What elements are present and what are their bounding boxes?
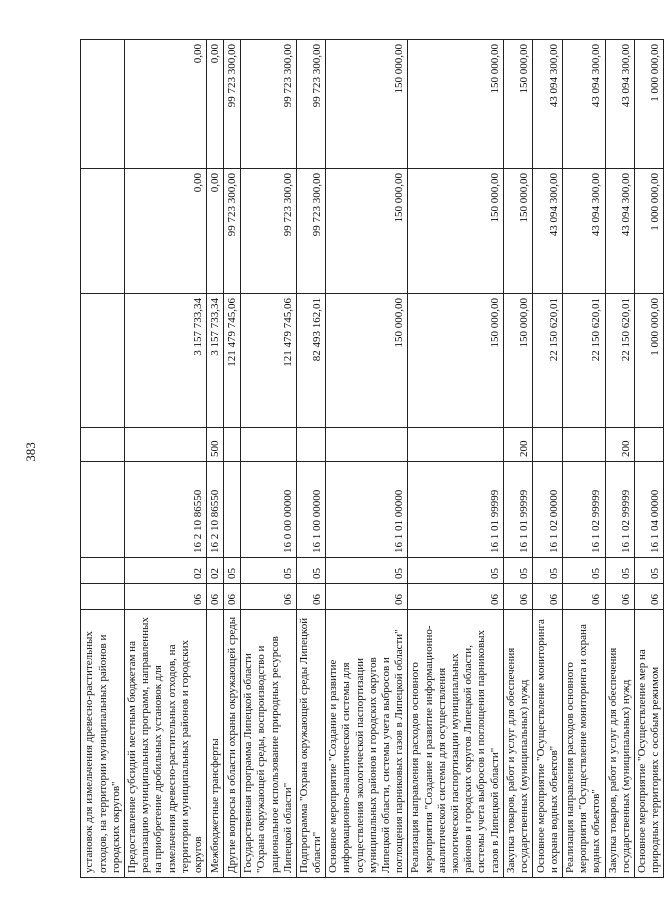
amount-year-1: 150 000,00 bbox=[503, 294, 532, 428]
table-body bbox=[81, 40, 664, 878]
table-row bbox=[563, 40, 606, 878]
subsection-code: 05 bbox=[326, 558, 408, 584]
section-code: 06 bbox=[605, 584, 634, 610]
row-name: Закупка товаров, работ и услуг для обеспечения государственных (муниципальных) нужд bbox=[605, 610, 634, 878]
amount-year-3: 1 000 000,00 bbox=[635, 40, 664, 169]
section-code: 06 bbox=[125, 584, 207, 610]
target-article-code: 16 0 00 00000 bbox=[241, 462, 297, 558]
amount-year-2: 99 723 300,00 bbox=[241, 169, 297, 294]
section-code: 06 bbox=[326, 584, 408, 610]
expense-type-code bbox=[125, 428, 207, 462]
expense-type-code: 200 bbox=[605, 428, 634, 462]
target-article-code: 16 2 10 86550 bbox=[125, 462, 207, 558]
amount-year-2: 0,00 bbox=[207, 169, 224, 294]
section-code: 06 bbox=[533, 584, 563, 610]
amount-year-2: 0,00 bbox=[125, 169, 207, 294]
expense-type-code bbox=[224, 428, 241, 462]
amount-year-2: 43 094 300,00 bbox=[605, 169, 634, 294]
section-code: 06 bbox=[408, 584, 503, 610]
table-row bbox=[207, 40, 224, 878]
target-article-code: 16 2 10 86550 bbox=[207, 462, 224, 558]
amount-year-3: 99 723 300,00 bbox=[296, 40, 325, 169]
rotated-page bbox=[80, 40, 662, 878]
amount-year-1 bbox=[81, 294, 125, 428]
amount-year-2: 43 094 300,00 bbox=[563, 169, 606, 294]
target-article-code bbox=[224, 462, 241, 558]
subsection-code: 05 bbox=[224, 558, 241, 584]
table-row bbox=[635, 40, 664, 878]
amount-year-2: 99 723 300,00 bbox=[296, 169, 325, 294]
expense-type-code bbox=[241, 428, 297, 462]
expense-type-code bbox=[81, 428, 125, 462]
section-code: 06 bbox=[224, 584, 241, 610]
section-code: 06 bbox=[563, 584, 606, 610]
subsection-code: 02 bbox=[125, 558, 207, 584]
amount-year-1: 22 150 620,01 bbox=[563, 294, 606, 428]
amount-year-3: 150 000,00 bbox=[326, 40, 408, 169]
row-name: Другие вопросы в области охраны окружающей среды bbox=[224, 610, 241, 878]
subsection-code bbox=[81, 558, 125, 584]
amount-year-3: 99 723 300,00 bbox=[241, 40, 297, 169]
amount-year-3: 99 723 300,00 bbox=[224, 40, 241, 169]
row-name: Межбюджетные трансферты bbox=[207, 610, 224, 878]
subsection-code: 05 bbox=[503, 558, 532, 584]
amount-year-1: 3 157 733,34 bbox=[207, 294, 224, 428]
section-code: 06 bbox=[503, 584, 532, 610]
row-name: Подпрограмма "Охрана окружающей среды Липецкой области" bbox=[296, 610, 325, 878]
subsection-code: 05 bbox=[241, 558, 297, 584]
row-name: Реализация направления расходов основного мероприятия "Создание и развитие информационно-аналитической системы для осуществления экологической паспортизации муниципальных районов и городских округов Липецкой области, системы учета выбросов и поглощения парниковых газов в Липецкой области" bbox=[408, 610, 503, 878]
target-article-code: 16 1 00 00000 bbox=[296, 462, 325, 558]
table-row bbox=[125, 40, 207, 878]
expense-type-code bbox=[635, 428, 664, 462]
amount-year-1: 22 150 620,01 bbox=[605, 294, 634, 428]
row-name: установок для измельчения древесно-растительных отходов, на территории муниципальных районов и городских округов" bbox=[81, 610, 125, 878]
amount-year-1: 121 479 745,06 bbox=[241, 294, 297, 428]
subsection-code: 05 bbox=[533, 558, 563, 584]
amount-year-3: 150 000,00 bbox=[503, 40, 532, 169]
row-name: Основное мероприятие "Осуществление мер на природных территориях с особым режимом bbox=[635, 610, 664, 878]
subsection-code: 05 bbox=[408, 558, 503, 584]
amount-year-1: 150 000,00 bbox=[408, 294, 503, 428]
amount-year-3: 150 000,00 bbox=[408, 40, 503, 169]
amount-year-1: 82 493 162,01 bbox=[296, 294, 325, 428]
subsection-code: 02 bbox=[207, 558, 224, 584]
amount-year-2: 43 094 300,00 bbox=[533, 169, 563, 294]
subsection-code: 05 bbox=[563, 558, 606, 584]
amount-year-2: 150 000,00 bbox=[503, 169, 532, 294]
subsection-code: 05 bbox=[296, 558, 325, 584]
expense-type-code bbox=[326, 428, 408, 462]
row-name: Предоставление субсидий местным бюджетам на реализацию муниципальных программ, направленных на приобретение дробильных установок для измельчения древесно-растительных отходов, на территории муниципальных районов и городских округов bbox=[125, 610, 207, 878]
section-code: 06 bbox=[241, 584, 297, 610]
row-name: Закупка товаров, работ и услуг для обеспечения государственных (муниципальных) нужд bbox=[503, 610, 532, 878]
amount-year-3: 43 094 300,00 bbox=[605, 40, 634, 169]
expense-type-code bbox=[563, 428, 606, 462]
row-name: Основное мероприятие "Осуществление мониторинга и охрана водных объектов" bbox=[533, 610, 563, 878]
budget-table bbox=[80, 39, 664, 878]
amount-year-2: 150 000,00 bbox=[326, 169, 408, 294]
amount-year-2 bbox=[81, 169, 125, 294]
amount-year-2: 99 723 300,00 bbox=[224, 169, 241, 294]
table-row bbox=[533, 40, 563, 878]
amount-year-1: 1 000 000,00 bbox=[635, 294, 664, 428]
expense-type-code bbox=[296, 428, 325, 462]
table-row bbox=[503, 40, 532, 878]
target-article-code: 16 1 01 00000 bbox=[326, 462, 408, 558]
target-article-code: 16 1 01 99999 bbox=[503, 462, 532, 558]
table-row bbox=[241, 40, 297, 878]
amount-year-1: 22 150 620,01 bbox=[533, 294, 563, 428]
amount-year-2: 150 000,00 bbox=[408, 169, 503, 294]
table-row bbox=[605, 40, 634, 878]
target-article-code bbox=[81, 462, 125, 558]
amount-year-1: 3 157 733,34 bbox=[125, 294, 207, 428]
expense-type-code bbox=[533, 428, 563, 462]
section-code: 06 bbox=[635, 584, 664, 610]
section-code: 06 bbox=[207, 584, 224, 610]
table-row bbox=[81, 40, 125, 878]
target-article-code: 16 1 04 00000 bbox=[635, 462, 664, 558]
amount-year-1: 121 479 745,06 bbox=[224, 294, 241, 428]
target-article-code: 16 1 02 00000 bbox=[533, 462, 563, 558]
amount-year-1: 150 000,00 bbox=[326, 294, 408, 428]
amount-year-3 bbox=[81, 40, 125, 169]
amount-year-3: 43 094 300,00 bbox=[563, 40, 606, 169]
amount-year-3: 43 094 300,00 bbox=[533, 40, 563, 169]
page-number: 383 bbox=[23, 442, 38, 462]
target-article-code: 16 1 01 99999 bbox=[408, 462, 503, 558]
row-name: Основное мероприятие "Создание и развитие информационно-аналитической системы для осуществления экологической паспортизации муниципальных районов и городских округов Липецкой области, системы учета выбросов и поглощения парниковых газов в Липецкой области" bbox=[326, 610, 408, 878]
expense-type-code bbox=[408, 428, 503, 462]
amount-year-3: 0,00 bbox=[207, 40, 224, 169]
table-row bbox=[326, 40, 408, 878]
amount-year-3: 0,00 bbox=[125, 40, 207, 169]
subsection-code: 05 bbox=[605, 558, 634, 584]
table-row bbox=[296, 40, 325, 878]
subsection-code: 05 bbox=[635, 558, 664, 584]
expense-type-code: 500 bbox=[207, 428, 224, 462]
section-code bbox=[81, 584, 125, 610]
amount-year-2: 1 000 000,00 bbox=[635, 169, 664, 294]
row-name: Государственная программа Липецкой области "Охрана окружающей среды, воспроизводство и рациональное использование природных ресурсов Липецкой области" bbox=[241, 610, 297, 878]
table-row bbox=[224, 40, 241, 878]
target-article-code: 16 1 02 99999 bbox=[605, 462, 634, 558]
table-row bbox=[408, 40, 503, 878]
section-code: 06 bbox=[296, 584, 325, 610]
expense-type-code: 200 bbox=[503, 428, 532, 462]
target-article-code: 16 1 02 99999 bbox=[563, 462, 606, 558]
row-name: Реализация направления расходов основного мероприятия "Осуществление мониторинга и охрана водных объектов" bbox=[563, 610, 606, 878]
